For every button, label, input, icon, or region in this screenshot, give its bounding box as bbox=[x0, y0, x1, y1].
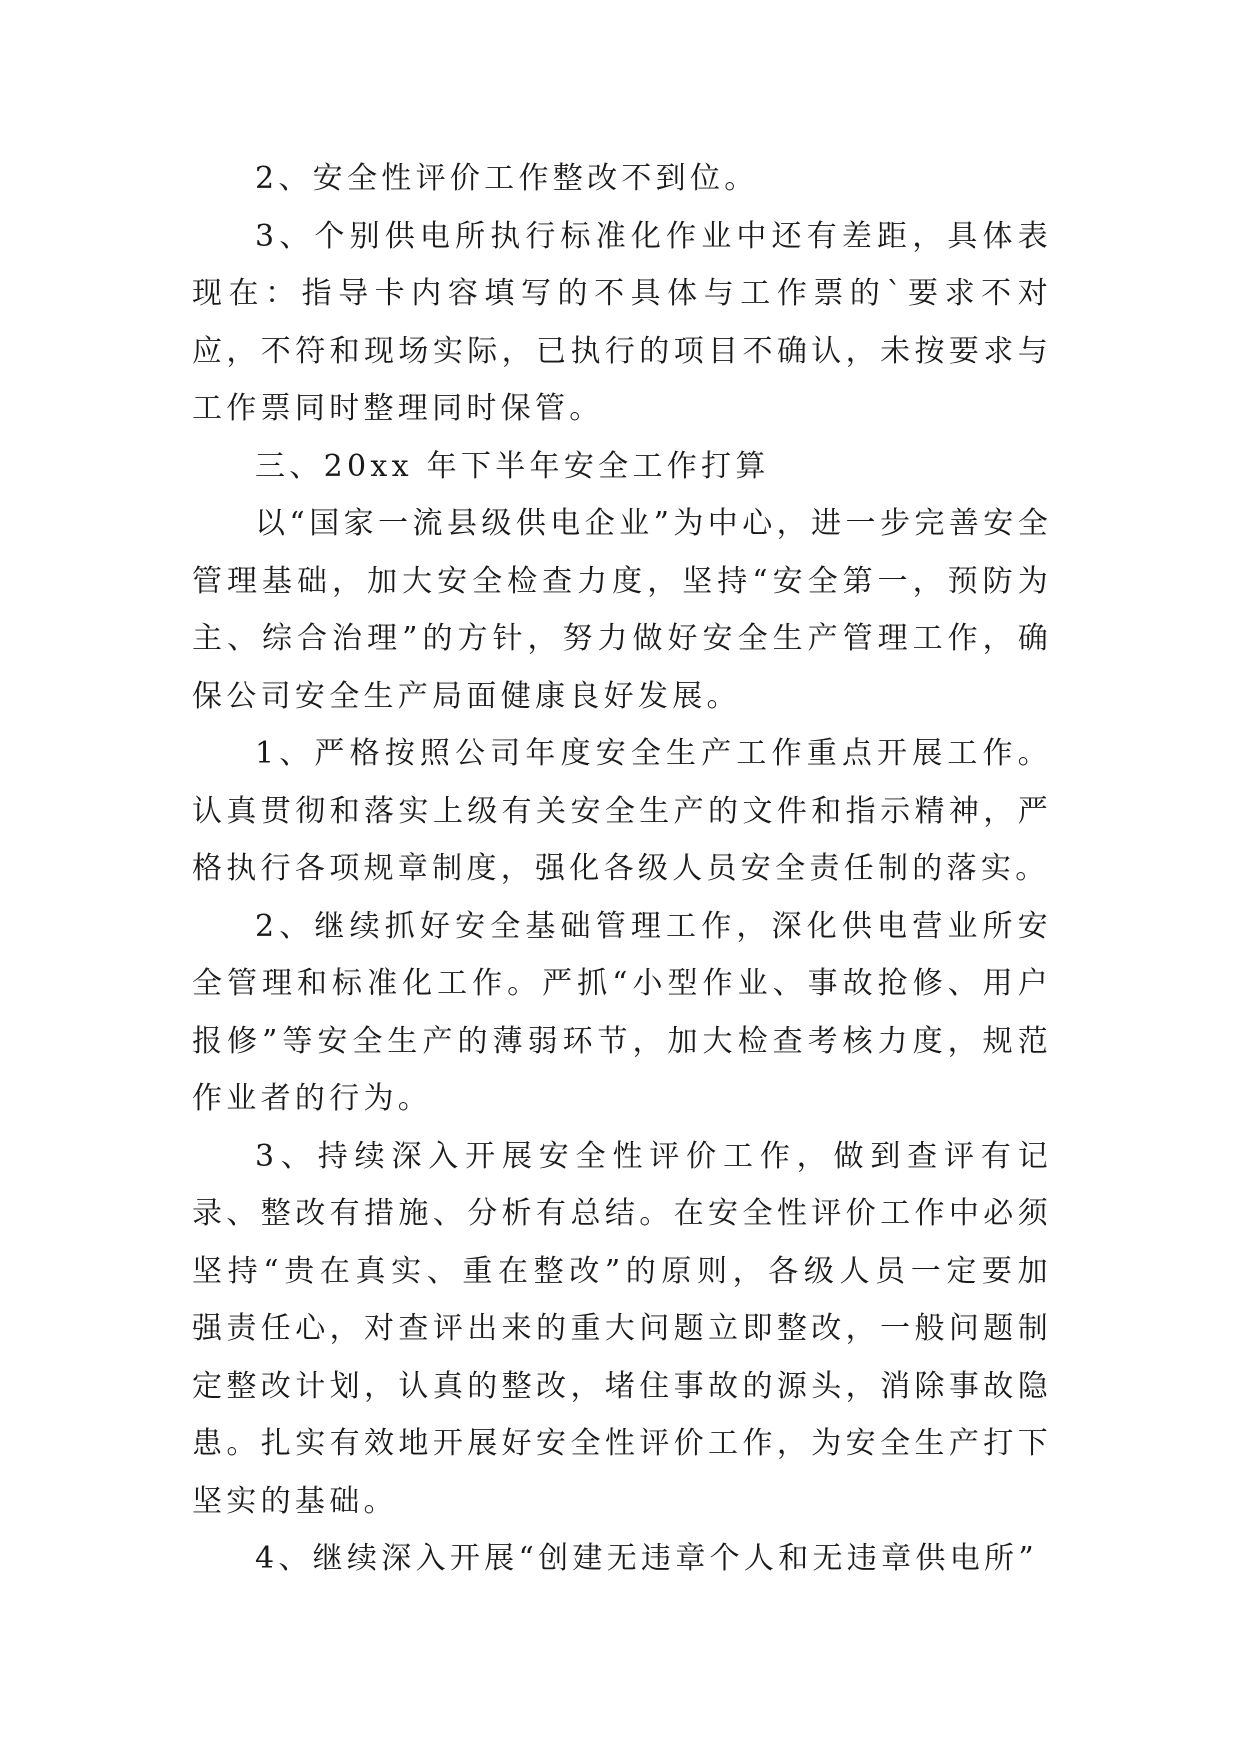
section-heading: 三、20xx 年下半年安全工作打算 bbox=[255, 448, 770, 484]
paragraph-plan-4: 4、继续深入开展“创建无违章个人和无违章供电所” bbox=[255, 1541, 1038, 1576]
paragraph-item-3-standardization: 3、个别供电所执行标准化作业中还有差距，具体表现在：指导卡内容填写的不具体与工作票的`要求不对应，不符和现场实际，已执行的项目不确认，未按要求与工作票同时整理同时保管。 bbox=[192, 218, 1052, 426]
paragraph-plan-1: 1、严格按照公司年度安全生产工作重点开展工作。认真贯彻和落实上级有关安全生产的文件和指示精神，严格执行各项规章制度，强化各级人员安全责任制的落实。 bbox=[192, 736, 1052, 886]
paragraph-plan-2: 2、继续抓好安全基础管理工作，深化供电营业所安全管理和标准化工作。严抓“小型作业、事故抢修、用户报修”等安全生产的薄弱环节，加大检查考核力度，规范作业者的行为。 bbox=[192, 908, 1052, 1116]
paragraph-intro: 以“国家一流县级供电企业”为中心，进一步完善安全管理基础，加大安全检查力度，坚持“安全第一，预防为主、综合治理”的方针，努力做好安全生产管理工作，确保公司安全生产局面健康良好发展。 bbox=[192, 506, 1052, 714]
document-body bbox=[192, 150, 1052, 1588]
paragraph-item-2-rectification: 2、安全性评价工作整改不到位。 bbox=[255, 161, 759, 196]
paragraph-plan-3: 3、持续深入开展安全性评价工作，做到查评有记录、整改有措施、分析有总结。在安全性评价工作中必须坚持“贵在真实、重在整改”的原则，各级人员一定要加强责任心，对查评出来的重大问题立即整改，一般问题制定整改计划，认真的整改，堵住事故的源头，消除事故隐患。扎实有效地开展好安全性评价工作，为安全生产打下坚实的基础。 bbox=[192, 1138, 1052, 1519]
